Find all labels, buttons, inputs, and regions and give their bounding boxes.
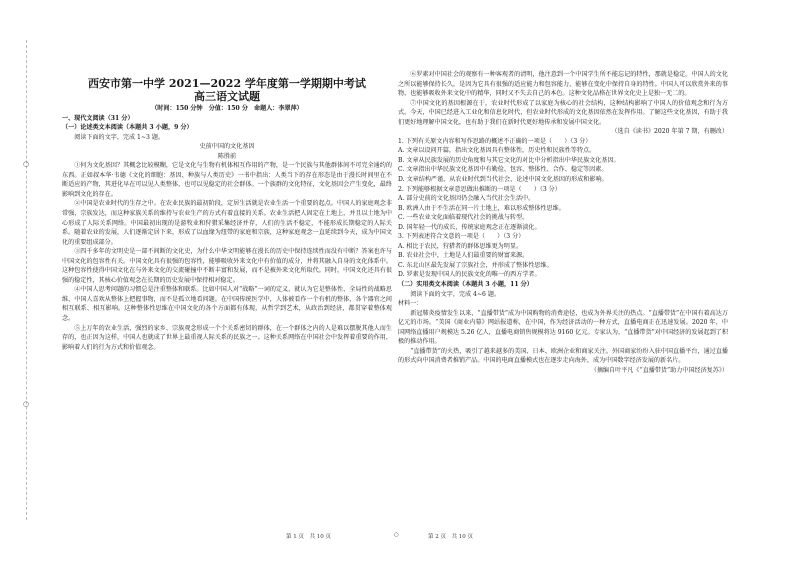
- question-1: 1. 下列有关原文内容和写作思路的概述不正确的一项是（ ）（3 分）: [398, 137, 592, 145]
- option: C. 文章指出中华民族文化基因中有勤俭、包容、整体性、合作、稳定等因素。: [398, 166, 608, 174]
- page-number-left: 第 1 页 共 10 页: [286, 534, 331, 540]
- left-page: [62, 62, 392, 352]
- right-page: [398, 70, 728, 376]
- option: D. 罗素是发现中国人的民族文化的唯一的西方学者。: [398, 271, 541, 279]
- binding-margin: [16, 40, 38, 520]
- exam-subtitle: 高三语文试题: [194, 90, 260, 103]
- section-heading: 一、现代文阅读（31 分）: [62, 114, 134, 122]
- binding-hole-1: ○: [23, 160, 30, 168]
- instruction: 阅读下面的文字，完成 1~3 题。: [74, 133, 165, 141]
- exam-title: 西安市第一中学 2021—2022 学年度第一学期期中考试: [88, 77, 366, 90]
- material-label: 材料一：: [398, 300, 423, 308]
- page-divider-symbol: ○: [394, 532, 399, 538]
- instruction: 阅读下面的文字，完成 4~6 题。: [410, 290, 501, 298]
- article-title: 史前中国的文化基因: [199, 143, 255, 151]
- option: A. 文章以设问开篇，指出文化基因具有整体性，历史性和民族性等特点。: [398, 147, 596, 155]
- binding-hole-2: ○: [23, 400, 30, 408]
- subsection-heading: （一）论述类文本阅读（本题共 3 小题，9 分）: [62, 124, 193, 132]
- option: A. 部分史前的文化基因仍会融入当代社会生活中。: [398, 195, 535, 203]
- option: C. 东北山区最先发展了宗族社会，并形成了整体性思维。: [398, 261, 553, 269]
- paragraph: ④中国人思考问题的习惯总是注重整体和联系。比如中国人对“战略”一词的定义，就认为它是整体性、全局性的战略思维，中国人喜欢从整体上把握事物，而不是孤立地看问题。在中国传统医学中，人体被看作一个有机的整体，各个器官之间相互联系、相互影响。这种整体性思维在中国文化的各个方面都有体现，从哲学到艺术，从政治到经济，都贯穿着整体观念。: [62, 286, 392, 323]
- paragraph: ⑦中国文化的基因根源在于，农业时代形成了以家庭为核心的社会结构，这种结构影响了中国人的价值观念和行为方式。今天，中国已经进入工业化和信息化时代，但农业时代形成的文化基因依然在发挥作用。了解这些文化基因，有助于我们更好地理解中国文化，也有助于我们在新时代更好地传承和发展中国文化。: [398, 99, 728, 126]
- binding-line: [26, 40, 27, 520]
- option: C. 一些农业文化面临着现代社会的挑战与转型。: [398, 214, 529, 222]
- paragraph: ③四千多年的文明史是一部不间断的文化史，为什么中华文明能够在漫长的历史中保持连续性而没有中断？答案也许与中国文化的包容性有关。中国文化具有很强的包容性，能够吸收外来文化中有价值的成分，并将其融入自身的文化体系中。这种包容性使得中国文化在与外来文化的交流碰撞中不断丰富和发展，而不是被外来文化所取代。同时，中国文化还具有很强的稳定性，其核心价值观念在长期的历史发展中保持相对稳定。: [62, 248, 392, 284]
- option: D. 国年轻一代的成长，传统家庭观念正在逐渐淡化。: [398, 223, 541, 231]
- option: B. 文章从民族发展的历史角度和与其它文化的对比中分析指出中华民族文化基因。: [398, 156, 620, 164]
- source-note: （选自《读书》2020 年第 7 期，有删改）: [611, 128, 728, 136]
- paragraph: ⑥罗素对中国社会的观察有一种客观者的清明，他注意到一个中国学生所不能忘记的特性，那就是稳定。中国人的文化之所以能够保持长久，是因为它具有很强的适应能力和包容能力，能够在变化中保持自身的特性。中国人可以欣赏外来的事物，也能够吸收外来文化中的精华，同时又不失去自己的本色。这种文化品格在世界文化史上是独一无二的。: [398, 71, 728, 98]
- option: B. 欧洲人由于不生活在同一片土地上，难以形成整体性思维。: [398, 204, 565, 212]
- paragraph: ①何为文化基因？其概念比较模糊，它是文化与生物有机体相互作用的产物，是一个民族与其他群体间不可完全通约的东西。正如叔本华·韦德《文化的细胞：基因、种族与人类历史》一书中指出：人类当下的存在形态是由于漫长时间里在不断适应的产物，其进化早在可以见人类整体，也可以见稳定的社会群体。一个族群的文化特征，文化基因会产生变化，最终影响到文化的存在。: [62, 162, 392, 198]
- exam-meta: （时间：150 分钟 分值：150 分 命题人：李翠萍）: [151, 105, 303, 112]
- citation: （摘编自叶平凡《“直播带货”助力中国经济复苏》）: [590, 366, 728, 374]
- paragraph: “直播带货”的火热，吸引了越来越多的美国、日本、欧洲企业和商家关注。外国商家纷纷入驻中国直播平台，通过直播的形式向中国消费者推销产品。中国的电商直播模式也在逐步走向海外，成为中国数字经济发展的新名片。: [398, 347, 728, 365]
- option: A. 相比于农民，狩猎者的群体思维更为明显。: [398, 242, 523, 250]
- paragraph: ②中国是农业时代的生存之中。在农业民族的最初阶段，定居生活就是农业生活一个重要的起点。中国人的家庭观念非常强，宗族发达，而这种家族关系的维持与农业生产的方式有着直接的关系。农业生活把人固定在土地上，并且以土地为中心形成了人际关系网络。中国最初出现的是游牧业和狩猎采集经济并存，人们的生活不稳定，不能形成长期稳定的人际关系。随着农业的发展，人们逐渐定居下来，形成了以血缘为纽带的家庭和宗族，这种家庭观念一直延续到今天，成为中国文化的重要组成部分。: [62, 200, 392, 246]
- question-2: 2. 下列能够根据文章意思做出推断的一项是（ ）（3 分）: [398, 185, 561, 193]
- article-author: 陈胜前: [217, 152, 237, 160]
- subsection-heading: （二）实用类文本阅读（本题共 3 小题，11 分）: [398, 281, 533, 289]
- option: B. 农业社会中，土地是人们最重要的财富来源。: [398, 252, 529, 260]
- question-3: 3. 下列表述符合文意的一项是（ ）（3 分）: [398, 233, 525, 241]
- option: D. 文章结构严谨，从农业时代到当代社会，论述中国文化基因的形成和影响。: [398, 176, 608, 184]
- paragraph: ⑤上万年的农业生活，强烈的家乡、宗族观念形成一个个关系密切的群体，在一个群体之内的人是难以摆脱其他人而生存的，也正因为这样，中国人也就成了世界上最重视人际关系的民族之一。这种关系网络在中国社会中发挥着重要的作用，影响着人们的行为方式和价值观念。: [62, 324, 392, 351]
- page-number-right: 第 2 页 共 10 页: [428, 534, 473, 540]
- paragraph: 新冠肺炎疫情发生以来，“直播带货”成为中国购物的消费途径，也成为外界关注的热点。“直播带货”在中国有着高达万亿元的市场。“美国《商业内幕》网站报道称，在中国，作为经济活动的一种方式，直播电商正在迅速发展。2020 年，中国网络直播用户规模达 5.26 亿人，直播电商销售规模将达 9160 亿元。专家认为，“直播带货”对中国经济的发展起到了积极的推动作用。: [398, 309, 728, 346]
